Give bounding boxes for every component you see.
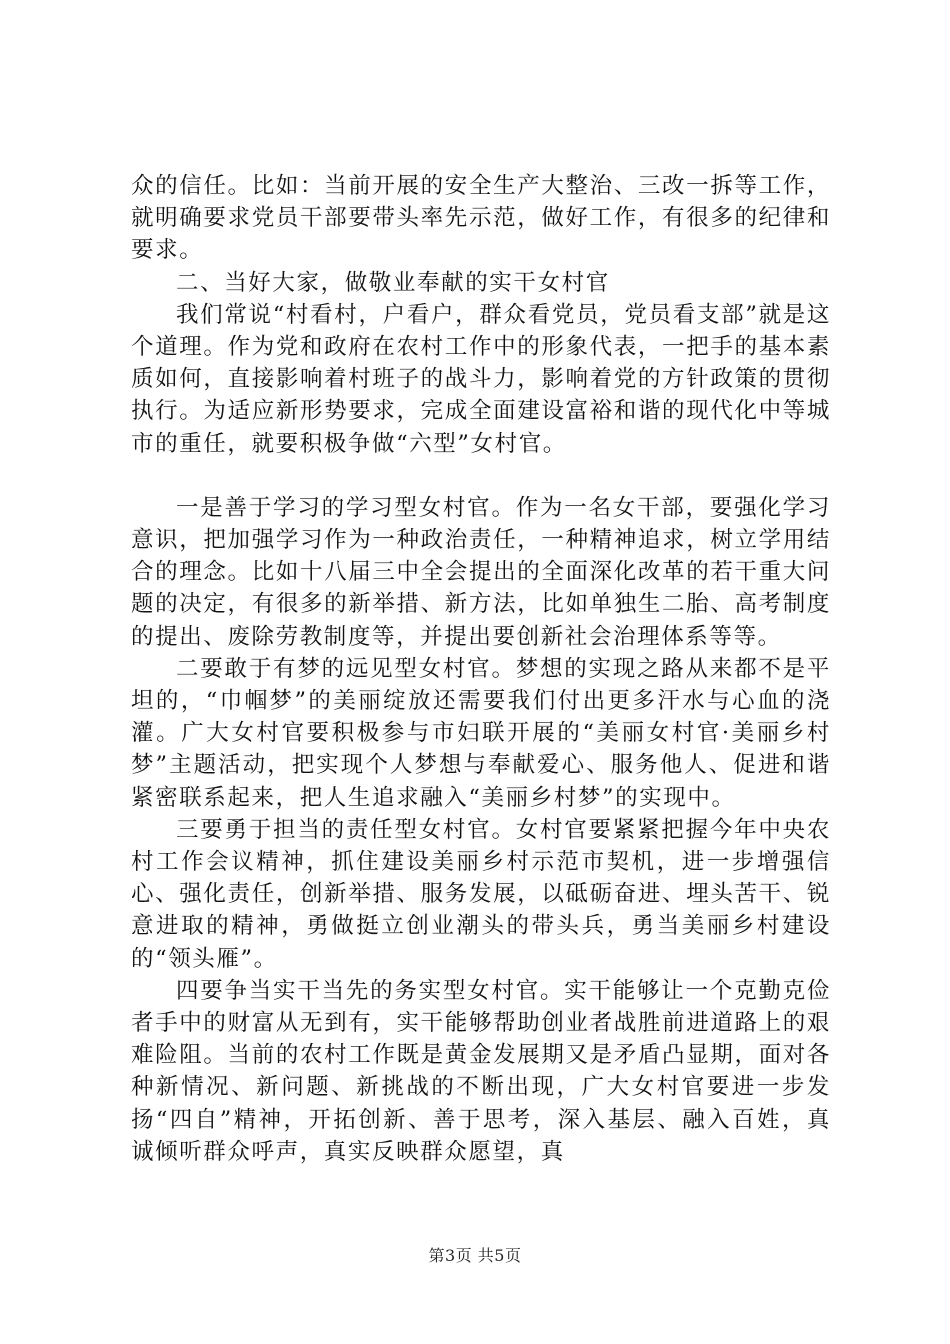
paragraph: 二要敢于有梦的远见型女村官。梦想的实现之路从来都不是平坦的，“巾帼梦”的美丽绽放还需要我们付出更多汗水与心血的浇灌。广大女村官要积极参与市妇联开展的“美丽女村官·美丽乡村梦”主题活动，把实现个人梦想与奉献爱心、服务他人、促进和谐紧密联系起来，把人生追求融入“美丽乡村梦”的实现中。 bbox=[131, 655, 831, 811]
paragraph-continuation: 众的信任。比如：当前开展的安全生产大整治、三改一拆等工作，就明确要求党员干部要带头率先示范，做好工作，有很多的纪律和要求。 bbox=[131, 173, 831, 264]
paragraph: 一是善于学习的学习型女村官。作为一名女干部，要强化学习意识，把加强学习作为一种政治责任，一种精神追求，树立学用结合的理念。比如十八届三中全会提出的全面深化改革的若干重大问题的决定，有很多的新举措、新方法，比如单独生二胎、高考制度的提出、废除劳教制度等，并提出要创新社会治理体系等等。 bbox=[131, 494, 831, 650]
paragraph: 三要勇于担当的责任型女村官。女村官要紧紧把握今年中央农村工作会议精神，抓住建设美丽乡村示范市契机，进一步增强信心、强化责任，创新举措、服务发展，以砥砺奋进、埋头苦干、锐意进取的精神，勇做挺立创业潮头的带头兵，勇当美丽乡村建设的“领头雁”。 bbox=[131, 816, 831, 972]
page-number-footer: 第3页 共5页 bbox=[428, 1246, 522, 1265]
document-body bbox=[131, 170, 831, 1168]
paragraph: 四要争当实干当先的务实型女村官。实干能够让一个克勤克俭者手中的财富从无到有，实干能够帮助创业者战胜前进道路上的艰难险阻。当前的农村工作既是黄金发展期又是矛盾凸显期，面对各种新情况、新问题、新挑战的不断出现，广大女村官要进一步发扬“四自”精神，开拓创新、善于思考，深入基层、融入百姓，真诚倾听群众呼声，真实反映群众愿望，真 bbox=[131, 977, 831, 1165]
section-heading: 二、当好大家，做敬业奉献的实干女村官 bbox=[176, 269, 610, 296]
paragraph: 我们常说“村看村，户看户，群众看党员，党员看支部”就是这个道理。作为党和政府在农村工作中的形象代表，一把手的基本素质如何，直接影响着村班子的战斗力，影响着党的方针政策的贯彻执行。为适应新形势要求，完成全面建设富裕和谐的现代化中等城市的重任，就要积极争做“六型”女村官。 bbox=[131, 301, 831, 457]
